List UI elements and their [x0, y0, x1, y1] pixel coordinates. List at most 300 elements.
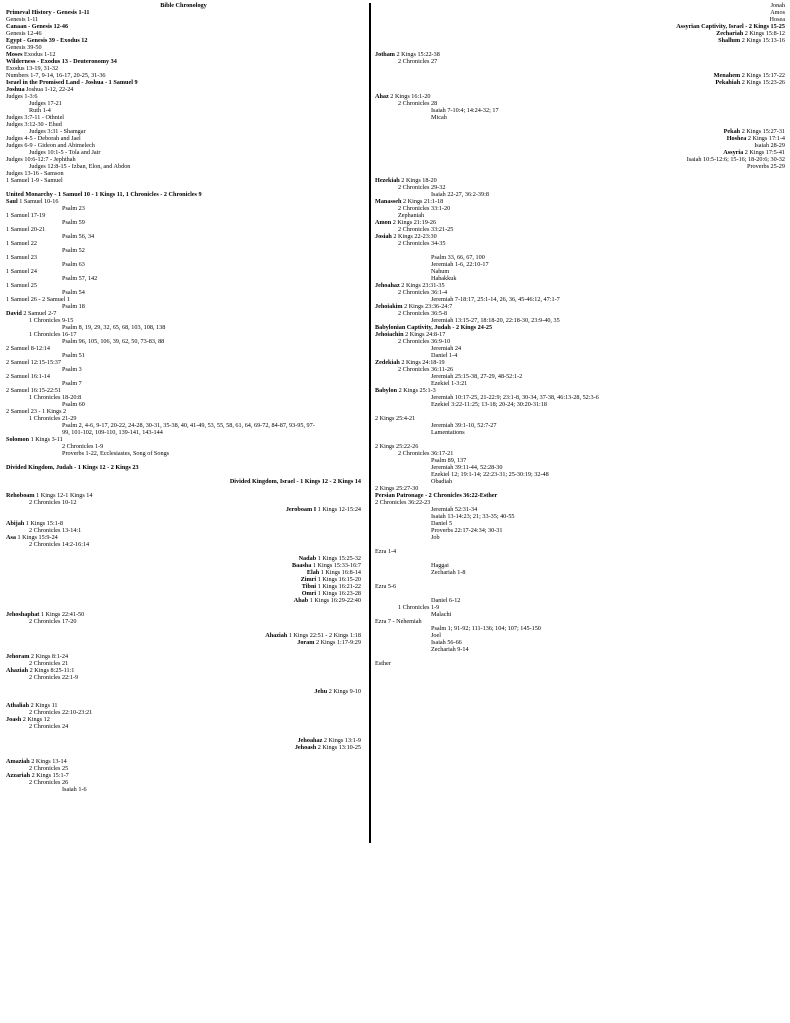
- reference-text: 2 Samuel 16:1-14: [6, 373, 50, 380]
- reference-text: Ezekiel 12; 19:1-14; 22:23-31; 25-30:19; 32-48: [431, 471, 549, 478]
- reference-text: Israel in the Promised Land - Joshua - 1 Samuel 9: [6, 79, 138, 86]
- spacer: [6, 646, 361, 653]
- reference-text: Nahum: [431, 268, 450, 275]
- chronology-line: [375, 219, 785, 226]
- reference-text: 2 Chronicles 36:9-10: [398, 338, 451, 345]
- chronology-line: [6, 499, 361, 506]
- reference-text: 2 Samuel 8-12:14: [6, 345, 50, 352]
- reference-text: Psalm 18: [62, 303, 85, 310]
- reference-text: 2 Kings 1:17-9:29: [315, 639, 361, 646]
- reference-text: Obadiah: [431, 478, 452, 485]
- reference-text: Daniel 5: [431, 520, 453, 527]
- reference-text: 2 Kings 15:1-7: [31, 772, 69, 779]
- chronology-line: [375, 261, 785, 268]
- reference-text: Ezra 7 - Nehemiah: [375, 618, 422, 625]
- spacer: [375, 541, 785, 548]
- reference-text: Jeremiah 24: [431, 345, 462, 352]
- chronology-line: [6, 317, 361, 324]
- reference-text: 1 Chronicles 16-17: [29, 331, 77, 338]
- chronology-line: [6, 597, 361, 604]
- chronology-line: [375, 618, 785, 625]
- reference-text: 2 Kings 25:22-26: [375, 443, 419, 450]
- reference-text: 2 Chronicles 14:2-16:14: [29, 541, 90, 548]
- chronology-line: [6, 107, 361, 114]
- chronology-line: [6, 128, 361, 135]
- chronology-line: [375, 233, 785, 240]
- chronology-line: [375, 107, 785, 114]
- chronology-line: [6, 534, 361, 541]
- chronology-line: [6, 93, 361, 100]
- reference-text: Psalm 1; 91-92; 111-136; 104; 107; 145-150: [431, 625, 541, 632]
- reference-text: Psalm 23: [62, 205, 85, 212]
- chronology-line: [375, 289, 785, 296]
- reference-text: 2 Kings 17:5-41: [744, 149, 785, 156]
- reference-text: Judges 10:1-5 - Tola and Jair: [29, 149, 101, 156]
- chronology-line: [375, 9, 785, 16]
- reference-text: Jonah: [770, 2, 785, 9]
- reference-text: 2 Chronicles 17-20: [29, 618, 77, 625]
- reference-text: 2 Chronicles 22:1-9: [29, 674, 79, 681]
- chronology-line: [375, 443, 785, 450]
- chronology-line: [6, 555, 361, 562]
- chronology-line: [375, 30, 785, 37]
- reference-text: United Monarchy - 1 Samuel 10 - 1 Kings 11, 1 Chronicles - 2 Chronicles 9: [6, 191, 202, 198]
- ruler-name: Babylon: [375, 387, 398, 394]
- ruler-name: Hoshea: [726, 135, 747, 142]
- chronology-line: [375, 58, 785, 65]
- reference-text: 1 Samuel 24: [6, 268, 37, 275]
- chronology-line: [6, 205, 361, 212]
- chronology-line: [6, 149, 361, 156]
- ruler-name: Nadab: [298, 555, 317, 562]
- reference-text: Zechariah 9-14: [431, 646, 469, 653]
- chronology-line: [6, 415, 361, 422]
- chronology-line: [6, 492, 361, 499]
- reference-text: Psalm 89, 137: [431, 457, 467, 464]
- chronology-line: [375, 387, 785, 394]
- chronology-line: [375, 548, 785, 555]
- reference-text: Zephaniah: [398, 212, 425, 219]
- chronology-line: [6, 254, 361, 261]
- chronology-line: [375, 142, 785, 149]
- chronology-line: [6, 338, 361, 345]
- spacer: [375, 590, 785, 597]
- reference-text: 1 Kings 22:41-50: [40, 611, 85, 618]
- spacer: [375, 121, 785, 128]
- chronology-line: [6, 408, 361, 415]
- reference-text: 2 Kings 24:18-19: [401, 359, 445, 366]
- ruler-name: Manasseh: [375, 198, 402, 205]
- chronology-line: [375, 520, 785, 527]
- chronology-line: [375, 569, 785, 576]
- reference-text: Jeremiah 39:11-44, 52:28-30: [431, 464, 503, 471]
- reference-text: 2 Chronicles 29-32: [398, 184, 446, 191]
- reference-text: 1 Kings 15:25-32: [317, 555, 361, 562]
- chronology-line: [6, 653, 361, 660]
- reference-text: Ezekiel 1-3:21: [431, 380, 468, 387]
- chronology-line: [6, 765, 361, 772]
- spacer: [6, 184, 361, 191]
- chronology-line: [375, 212, 785, 219]
- reference-text: Psalm 96, 105, 106, 39, 62, 50, 73-83, 88: [62, 338, 165, 345]
- reference-text: 2 Chronicles 36:5-8: [398, 310, 448, 317]
- reference-text: Isaiah 28-29: [754, 142, 785, 149]
- section-heading: [375, 23, 785, 30]
- reference-text: 2 Chronicles 1-9: [62, 443, 104, 450]
- reference-text: Job: [431, 534, 440, 541]
- chronology-line: [375, 366, 785, 373]
- chronology-line: [6, 163, 361, 170]
- reference-text: Ezekiel 3:22-11:25; 13-18; 20-24; 30:20-31:18: [431, 401, 547, 408]
- chronology-line: [375, 240, 785, 247]
- ruler-name: Ahab: [293, 597, 309, 604]
- reference-text: 2 Chronicles 10-12: [29, 499, 77, 506]
- chronology-line: [6, 632, 361, 639]
- section-heading: [375, 324, 785, 331]
- reference-text: Jeremiah 25:15-38, 27-29, 48-52:1-2: [431, 373, 523, 380]
- chronology-line: [6, 268, 361, 275]
- chronology-line: [375, 611, 785, 618]
- reference-text: Esther: [375, 660, 391, 667]
- reference-text: Daniel 6-12: [431, 597, 461, 604]
- reference-text: Judges 6-9 - Gideon and Abimelech: [6, 142, 95, 149]
- chronology-line: [375, 394, 785, 401]
- reference-text: Judges 4-5 - Deborah and Jael: [6, 135, 81, 142]
- reference-text: Exodus 13-19, 31-32: [6, 65, 59, 72]
- reference-text: Judges 3:12-30 - Ehud: [6, 121, 62, 128]
- chronology-line: [375, 177, 785, 184]
- chronology-line: [375, 198, 785, 205]
- ruler-name: Jehu: [314, 688, 328, 695]
- reference-text: 2 Kings 9-10: [328, 688, 361, 695]
- chronology-line: [6, 142, 361, 149]
- section-heading: [6, 478, 361, 485]
- reference-text: 1 Samuel 26 - 2 Samuel 1: [6, 296, 70, 303]
- chronology-line: [375, 345, 785, 352]
- reference-text: 1 Chronicles 9-15: [29, 317, 74, 324]
- chronology-line: [375, 597, 785, 604]
- chronology-line: [375, 422, 785, 429]
- right-column: [375, 2, 785, 667]
- spacer: [375, 247, 785, 254]
- chronology-line: [375, 93, 785, 100]
- reference-text: Psalm 2, 4-6, 9-17, 20-22, 24-28, 30-31, 35-38, 40, 41-49, 53, 55, 58, 61, 64, 69-72, 84-87, 93-95, 97-99, 101-102, 109-110, 139-141, 143-144: [62, 422, 315, 436]
- reference-text: 2 Kings 23:36-24:7: [404, 303, 453, 310]
- reference-text: 1 Kings 16:8-14: [320, 569, 361, 576]
- spacer: [375, 86, 785, 93]
- spacer: [6, 625, 361, 632]
- chronology-line: [375, 604, 785, 611]
- reference-text: 2 Kings 23:31-35: [401, 282, 445, 289]
- chronology-line: [6, 16, 361, 23]
- chronology-line: [6, 618, 361, 625]
- reference-text: 1 Kings 22:51 - 2 Kings 1:18: [288, 632, 361, 639]
- ruler-name: Jehoash: [294, 744, 317, 751]
- chronology-line: [6, 233, 361, 240]
- reference-text: Genesis 1-11: [6, 16, 39, 23]
- chronology-line: [6, 723, 361, 730]
- ruler-name: Rehoboam: [6, 492, 35, 499]
- reference-text: 2 Chronicles 36:1-4: [398, 289, 448, 296]
- reference-text: Psalm 63: [62, 261, 85, 268]
- reference-text: 2 Kings 15:22-38: [396, 51, 440, 58]
- ruler-name: Omri: [301, 590, 317, 597]
- reference-text: Psalm 57, 142: [62, 275, 98, 282]
- chronology-line: [6, 772, 361, 779]
- chronology-line: [6, 744, 361, 751]
- chronology-line: [6, 737, 361, 744]
- chronology-line: [375, 128, 785, 135]
- reference-text: Egypt - Genesis 39 - Exodus 12: [6, 37, 88, 44]
- spacer: [375, 170, 785, 177]
- section-heading: [6, 191, 361, 198]
- chronology-line: [375, 457, 785, 464]
- reference-text: 2 Chronicles 27: [398, 58, 438, 65]
- chronology-line: [375, 660, 785, 667]
- ruler-name: David: [6, 310, 22, 317]
- chronology-line: [375, 415, 785, 422]
- spacer: [6, 485, 361, 492]
- chronology-line: [375, 37, 785, 44]
- chronology-line: [6, 583, 361, 590]
- spacer: [375, 408, 785, 415]
- ruler-name: Zimri: [300, 576, 317, 583]
- chronology-line: [375, 401, 785, 408]
- chronology-line: [375, 639, 785, 646]
- reference-text: Psalm 51: [62, 352, 85, 359]
- reference-text: Ezra 1-4: [375, 548, 397, 555]
- reference-text: Habakkuk: [431, 275, 457, 282]
- reference-text: 2 Chronicles 26: [29, 779, 69, 786]
- reference-text: 1 Kings 12-1 Kings 14: [36, 492, 93, 499]
- reference-text: Judges 1-3:6: [6, 93, 38, 100]
- ruler-name: Jehoiachin: [375, 331, 404, 338]
- reference-text: Malachi: [431, 611, 452, 618]
- chronology-line: [6, 443, 361, 450]
- chronology-line: [375, 72, 785, 79]
- reference-text: 2 Kings 15:8-12: [744, 30, 785, 37]
- reference-text: 2 Chronicles 36:22-23: [375, 499, 431, 506]
- chronology-line: [6, 282, 361, 289]
- ruler-name: Tibni: [301, 583, 317, 590]
- chronology-line: [6, 709, 361, 716]
- ruler-name: Abijah: [6, 520, 25, 527]
- reference-text: Genesis 39-50: [6, 44, 42, 51]
- ruler-name: Pekahiah: [715, 79, 741, 86]
- chronology-line: [6, 401, 361, 408]
- reference-text: Proverbs 25-29: [747, 163, 785, 170]
- chronology-line: [6, 345, 361, 352]
- left-column: [6, 2, 361, 793]
- chronology-line: [375, 114, 785, 121]
- chronology-line: [375, 373, 785, 380]
- reference-text: Isaiah 1-6: [62, 786, 87, 793]
- chronology-line: [375, 268, 785, 275]
- chronology-line: [6, 527, 361, 534]
- reference-text: 2 Kings 13:1-9: [323, 737, 361, 744]
- ruler-name: Joash: [6, 716, 22, 723]
- reference-text: Isaiah 7-10:4; 14:24-32; 17: [431, 107, 499, 114]
- ruler-name: Joram: [297, 639, 315, 646]
- reference-text: 1 Samuel 1-9 - Samuel: [6, 177, 63, 184]
- reference-text: Genesis 12-46: [6, 30, 42, 37]
- ruler-name: Hezekiah: [375, 177, 400, 184]
- chronology-line: [6, 352, 361, 359]
- section-heading: [6, 79, 361, 86]
- chronology-line: [375, 583, 785, 590]
- chronology-line: [375, 79, 785, 86]
- reference-text: Canaan - Genesis 12-46: [6, 23, 69, 30]
- chronology-line: [6, 303, 361, 310]
- reference-text: Jeremiah 52:31-34: [431, 506, 478, 513]
- reference-text: 2 Kings 16:1-20: [390, 93, 431, 100]
- reference-text: 2 Chronicles 13-14:1: [29, 527, 82, 534]
- reference-text: 2 Samuel 12:15-15:37: [6, 359, 61, 366]
- reference-text: Psalm 52: [62, 247, 85, 254]
- chronology-line: [375, 562, 785, 569]
- chronology-line: [375, 478, 785, 485]
- spacer: [375, 576, 785, 583]
- ruler-name: Pekah: [723, 128, 741, 135]
- chronology-line: [6, 226, 361, 233]
- reference-text: 2 Kings 21:1-18: [403, 198, 444, 205]
- spacer: [6, 681, 361, 688]
- reference-text: Joel: [431, 632, 441, 639]
- spacer: [375, 653, 785, 660]
- chronology-line: [6, 170, 361, 177]
- reference-text: Judges 3:31 - Shamgar: [29, 128, 86, 135]
- chronology-line: [375, 338, 785, 345]
- chronology-line: [375, 506, 785, 513]
- reference-text: 2 Chronicles 33:21-25: [398, 226, 454, 233]
- reference-text: Jeremiah 10:17-25, 21-22:9; 23:1-8, 30-34, 37-38, 46:13-28, 52:3-6: [431, 394, 599, 401]
- reference-text: Psalm 60: [62, 401, 85, 408]
- chronology-line: [375, 646, 785, 653]
- chronology-line: [6, 562, 361, 569]
- reference-text: 2 Chronicles 22:10-23:21: [29, 709, 93, 716]
- spacer: [375, 436, 785, 443]
- reference-text: 2 Chronicles 21: [29, 660, 69, 667]
- chronology-line: [375, 191, 785, 198]
- reference-text: 1 Kings 15:9-24: [17, 534, 58, 541]
- reference-text: Jeremiah 39:1-10, 52:7-27: [431, 422, 497, 429]
- ruler-name: Baasha: [292, 562, 312, 569]
- reference-text: Psalm 33, 66, 67, 100: [431, 254, 485, 261]
- chronology-line: [6, 261, 361, 268]
- reference-text: Divided Kingdom, Israel - 1 Kings 12 - 2 Kings 14: [229, 478, 361, 485]
- reference-text: 2 Kings 11: [30, 702, 58, 709]
- chronology-line: [375, 527, 785, 534]
- reference-text: Persian Patronage - 2 Chronicles 36:22-Esther: [375, 492, 498, 499]
- chronology-line: [6, 786, 361, 793]
- reference-text: 1 Samuel 22: [6, 240, 37, 247]
- reference-text: 1 Kings 12-15:24: [317, 506, 361, 513]
- reference-text: 1 Kings 16:29-22:40: [309, 597, 361, 604]
- spacer: [6, 751, 361, 758]
- reference-text: 1 Chronicles 21-29: [29, 415, 77, 422]
- reference-text: Lamentations: [431, 429, 465, 436]
- chronology-line: [6, 639, 361, 646]
- reference-text: 1 Samuel 20-21: [6, 226, 46, 233]
- reference-text: 2 Kings 12: [22, 716, 50, 723]
- reference-text: 2 Kings 8:25-11:1: [29, 667, 75, 674]
- chronology-line: [6, 331, 361, 338]
- reference-text: 1 Chronicles 18-20:8: [29, 394, 82, 401]
- reference-text: 2 Kings 22-23:30: [393, 233, 437, 240]
- chronology-line: [6, 674, 361, 681]
- reference-text: Haggai: [431, 562, 449, 569]
- reference-text: 2 Chronicles 34-35: [398, 240, 446, 247]
- reference-text: Psalm 59: [62, 219, 85, 226]
- spacer: [375, 555, 785, 562]
- chronology-line: [375, 275, 785, 282]
- spacer: [6, 548, 361, 555]
- reference-text: Exodus 1-12: [24, 51, 56, 58]
- chronology-line: [375, 534, 785, 541]
- chronology-line: [6, 576, 361, 583]
- chronology-line: [375, 2, 785, 9]
- chronology-line: [6, 121, 361, 128]
- reference-text: Judges 10:6-12:7 - Jephthah: [6, 156, 76, 163]
- reference-text: Divided Kingdom, Judah - 1 Kings 12 - 2 Kings 23: [6, 464, 139, 471]
- reference-text: 1 Kings 15:1-8: [25, 520, 63, 527]
- chronology-line: [6, 520, 361, 527]
- section-heading: [6, 23, 361, 30]
- ruler-name: Jehoiakim: [375, 303, 403, 310]
- reference-text: 2 Kings 8:1-24: [30, 653, 69, 660]
- section-heading: [375, 492, 785, 499]
- reference-text: 1 Kings 15:33-16:7: [312, 562, 361, 569]
- ruler-name: Amaziah: [6, 758, 30, 765]
- chronology-line: [375, 450, 785, 457]
- reference-text: 2 Kings 17:1-4: [747, 135, 785, 142]
- chronology-line: [6, 310, 361, 317]
- chronology-line: [6, 156, 361, 163]
- ruler-name: Ahaz: [375, 93, 389, 100]
- reference-text: 1 Kings 3-11: [30, 436, 63, 443]
- reference-text: Numbers 1-7, 9-14, 16-17, 20-25, 31-36: [6, 72, 106, 79]
- chronology-line: [375, 51, 785, 58]
- reference-text: 2 Kings 24:8-17: [405, 331, 446, 338]
- chronology-line: [6, 212, 361, 219]
- ruler-name: Elah: [306, 569, 320, 576]
- chronology-line: [375, 135, 785, 142]
- ruler-name: Solomon: [6, 436, 30, 443]
- reference-text: Judges 13-16 - Samson: [6, 170, 64, 177]
- spacer: [6, 513, 361, 520]
- reference-text: Psalm 54: [62, 289, 85, 296]
- reference-text: Psalm 8, 19, 29, 32, 65, 68, 103, 108, 138: [62, 324, 166, 331]
- chronology-line: [6, 394, 361, 401]
- reference-text: Bible Chronology: [160, 2, 207, 9]
- reference-text: 2 Chronicles 36:17-21: [398, 450, 454, 457]
- reference-text: Zechariah 1-8: [431, 569, 466, 576]
- section-heading: [6, 37, 361, 44]
- chronology-line: [375, 380, 785, 387]
- reference-text: Isaiah 13-14:23; 21; 33-35; 40-55: [431, 513, 515, 520]
- reference-text: 1 Samuel 23: [6, 254, 37, 261]
- ruler-name: Ahaziah: [265, 632, 288, 639]
- chronology-line: [6, 716, 361, 723]
- reference-text: 2 Kings 15:27-31: [741, 128, 785, 135]
- ruler-name: Amon: [375, 219, 392, 226]
- chronology-line: [375, 310, 785, 317]
- chronology-line: [6, 65, 361, 72]
- chronology-line: [6, 450, 361, 457]
- spacer: [375, 44, 785, 51]
- chronology-line: [6, 289, 361, 296]
- ruler-name: Jotham: [375, 51, 395, 58]
